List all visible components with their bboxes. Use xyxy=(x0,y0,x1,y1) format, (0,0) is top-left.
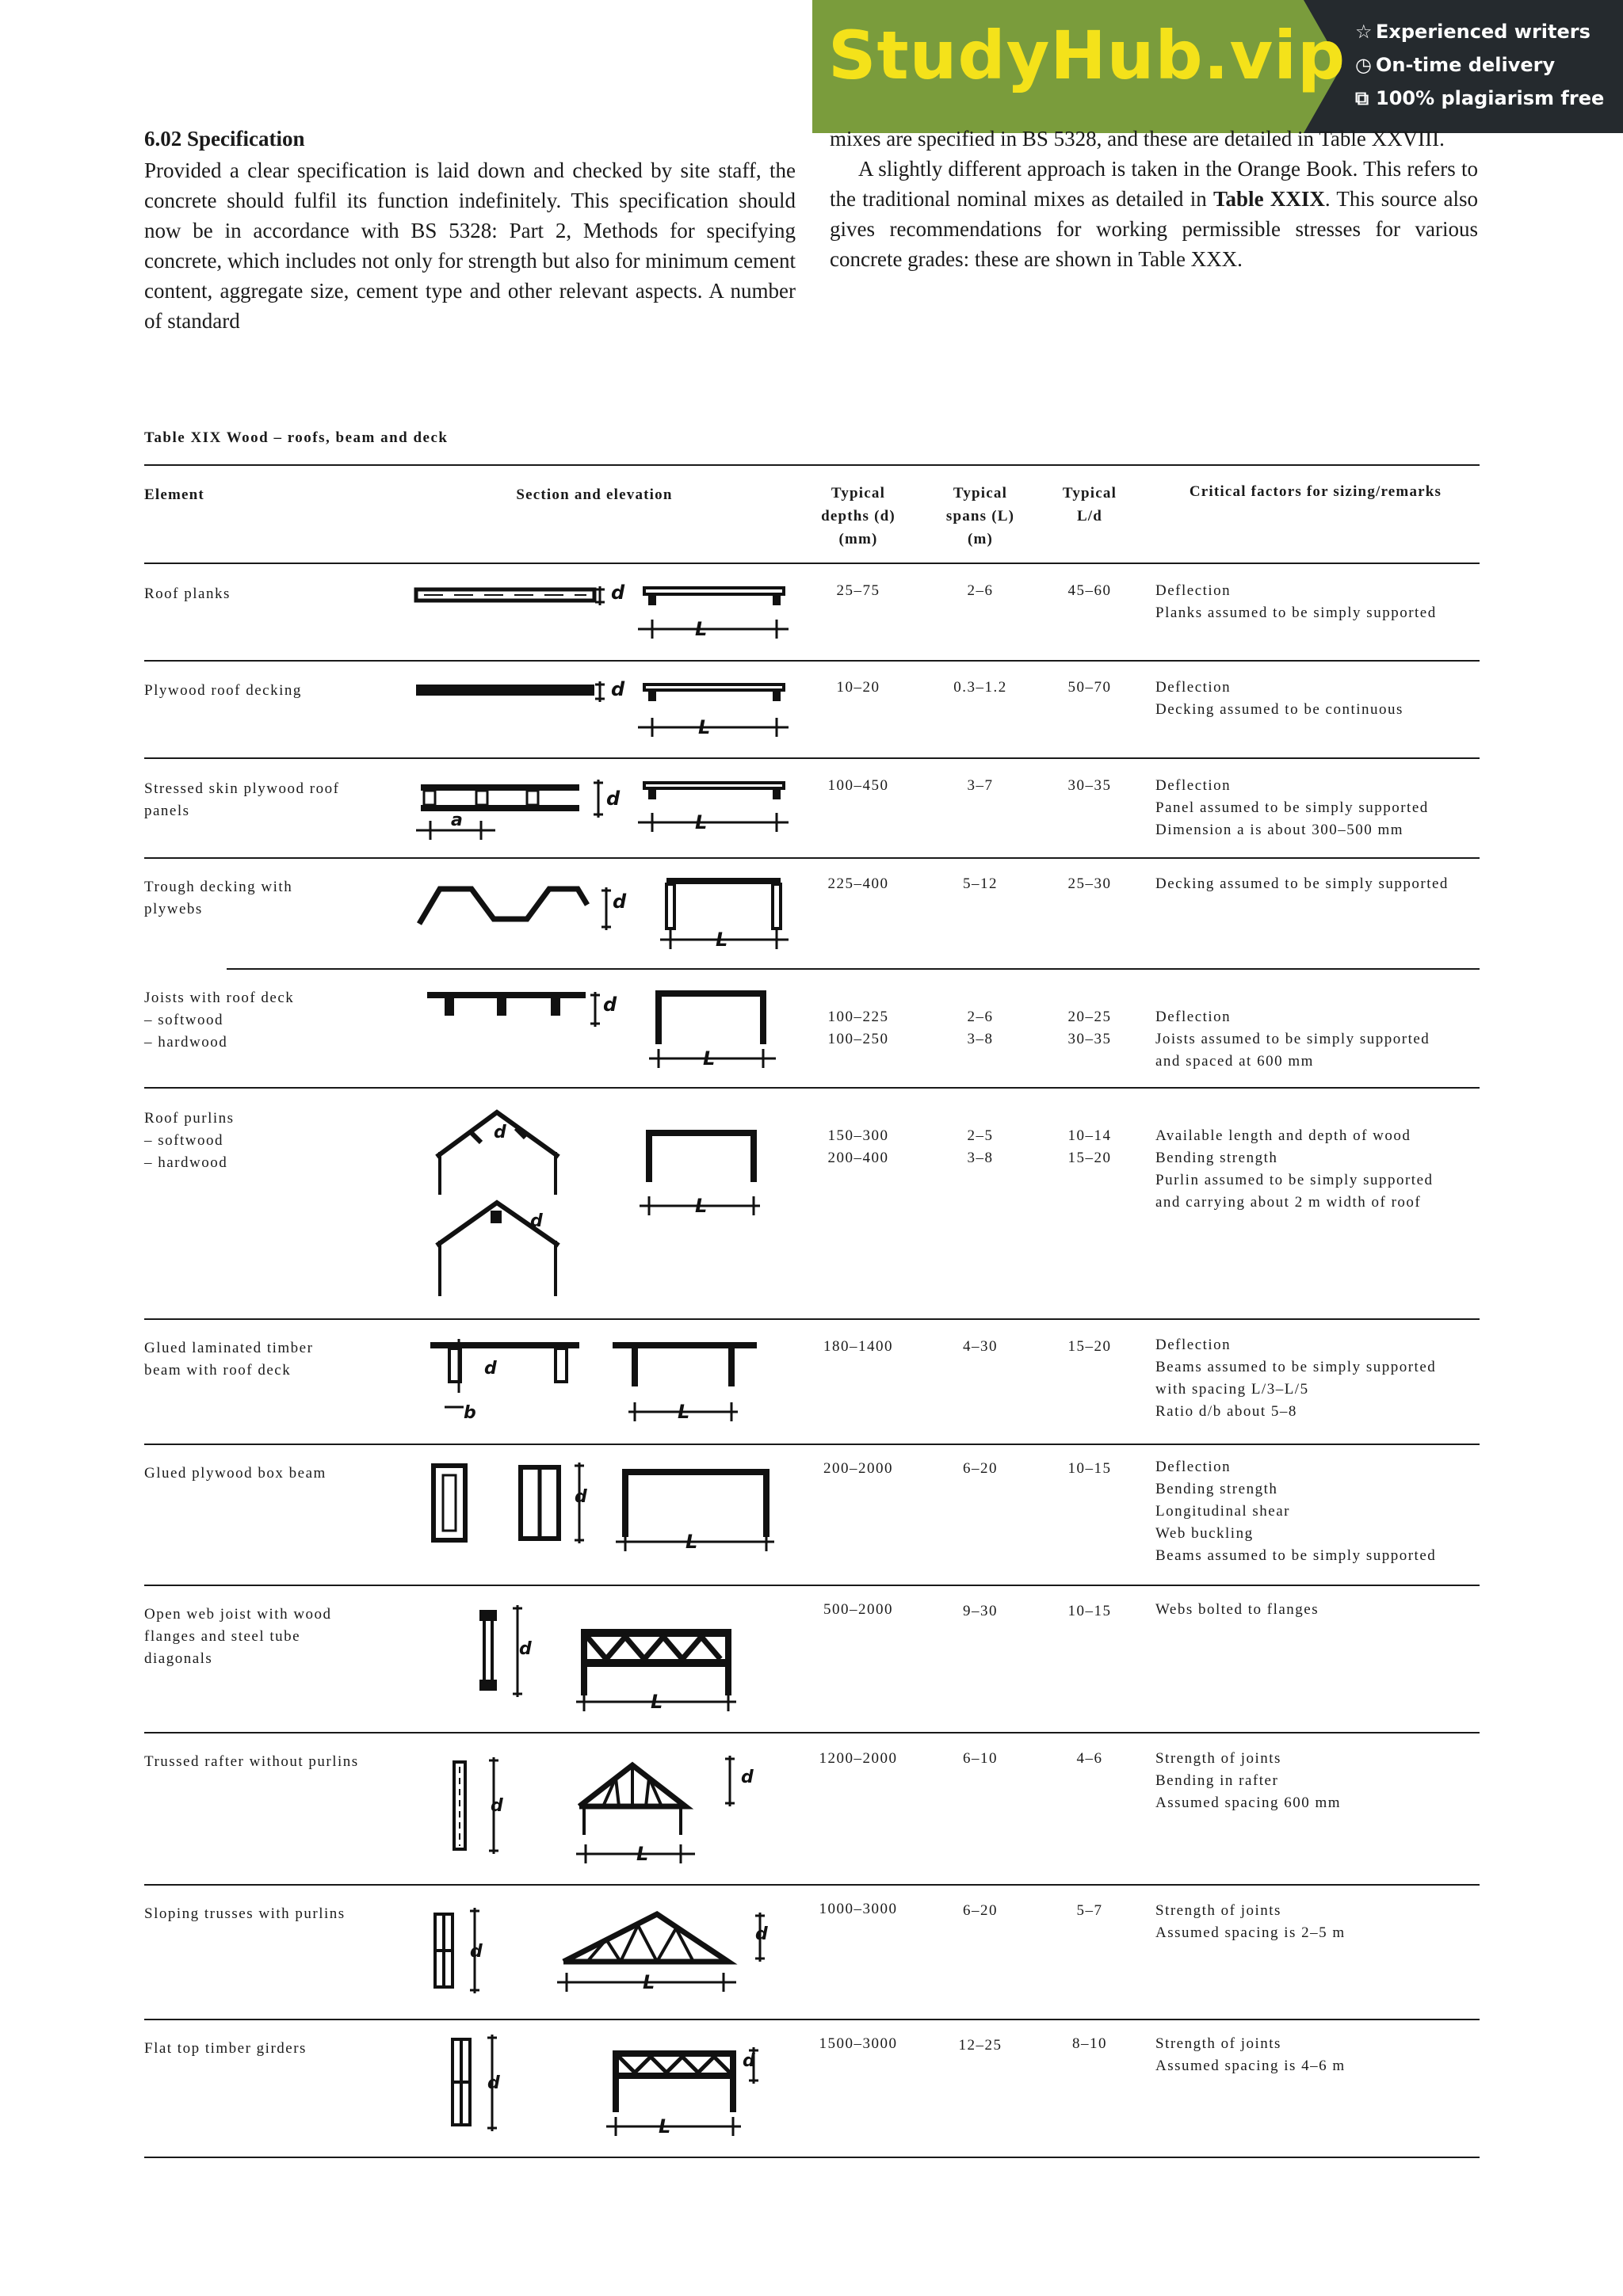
svg-text:d: d xyxy=(470,1942,483,1962)
row-5-ratio: 10–14 15–20 xyxy=(1067,1127,1112,1166)
row-2-rule xyxy=(144,857,1480,859)
svg-text:L: L xyxy=(643,1971,655,1993)
row-11-span: 12–25 xyxy=(958,2037,1002,2054)
row-10-remarks: Strength of joints Assumed spacing is 2–5 m xyxy=(1155,1902,1346,1941)
row-6-element: Glued laminated timber beam with roof deck xyxy=(144,1340,314,1379)
svg-text:L: L xyxy=(698,716,711,738)
row-3-span: 5–12 xyxy=(963,875,998,892)
row-7-rule xyxy=(144,1585,1480,1586)
row-11-element: Flat top timber girders xyxy=(144,2040,307,2057)
row-8-rule xyxy=(144,1732,1480,1733)
svg-text:L: L xyxy=(659,2115,671,2138)
brand-logo-text[interactable]: StudyHub.vip xyxy=(828,17,1346,94)
row-9-span: 6–10 xyxy=(963,1750,998,1767)
table-bottom-rule xyxy=(144,2157,1480,2158)
feature-on-time-delivery: ◷ On-time delivery xyxy=(1355,54,1556,76)
row-5-rule xyxy=(144,1318,1480,1320)
row-11-remarks: Strength of joints Assumed spacing is 4–6 m xyxy=(1155,2035,1346,2074)
row-0-ratio: 45–60 xyxy=(1067,582,1112,599)
row-3-depth: 225–400 xyxy=(827,875,889,892)
svg-text:d: d xyxy=(755,1924,768,1944)
row-6-depth: 180–1400 xyxy=(823,1338,893,1355)
row-6-diagram xyxy=(408,1331,820,1442)
row-2-ratio: 30–35 xyxy=(1067,777,1112,794)
row-1-element: Plywood roof decking xyxy=(144,682,302,699)
header-rule xyxy=(144,563,1480,564)
row-1-span: 0.3–1.2 xyxy=(953,679,1007,696)
header-section: Section and elevation xyxy=(516,486,673,503)
row-7-ratio: 10–15 xyxy=(1067,1460,1112,1477)
row-8-span: 9–30 xyxy=(963,1603,998,1619)
row-10-rule xyxy=(144,2019,1480,2020)
svg-text:L: L xyxy=(636,1843,649,1865)
header-ratio: Typical L/d xyxy=(1062,485,1117,524)
row-1-remarks: Deflection Decking assumed to be continuous xyxy=(1155,679,1403,718)
row-2-span: 3–7 xyxy=(967,777,994,794)
table-title: Table XIX Wood – roofs, beam and deck xyxy=(144,429,449,446)
row-8-remarks: Webs bolted to flanges xyxy=(1155,1601,1319,1618)
label-d: d xyxy=(611,582,625,604)
row-9-element: Trussed rafter without purlins xyxy=(144,1753,359,1770)
copy-document-icon: ⧉ xyxy=(1355,87,1369,109)
svg-text:b: b xyxy=(464,1403,476,1423)
row-11-ratio: 8–10 xyxy=(1072,2035,1107,2052)
left-paragraph: Provided a clear specification is laid down and checked by site staff, the concrete should fulfil its function indefinitely. This specification should now be in accordance with BS 5328: Part 2, Methods for specifying concrete, which includes not only for strength but also for minimum cement content, aggregate size, cement type and other relevant aspects. A number of standard xyxy=(144,158,796,333)
svg-text:d: d xyxy=(743,2051,755,2071)
row-10-element: Sloping trusses with purlins xyxy=(144,1905,346,1922)
row-5-span: 2–5 3–8 xyxy=(967,1127,994,1166)
row-1-rule xyxy=(144,757,1480,759)
svg-text:d: d xyxy=(487,2073,500,2093)
row-10-depth: 1000–3000 xyxy=(819,1901,898,1917)
row-2-diagram xyxy=(408,769,820,848)
row-0-span: 2–6 xyxy=(967,582,994,599)
row-1-diagram xyxy=(408,670,820,749)
row-3-rule xyxy=(227,968,1480,970)
header-span: Typical spans (L) (m) xyxy=(945,485,1015,547)
row-4-diagram xyxy=(408,979,820,1074)
row-8-ratio: 10–15 xyxy=(1067,1603,1112,1619)
right-paragraph-1: mixes are specified in BS 5328, and these are detailed in Table XXVIII. xyxy=(830,127,1445,151)
row-7-depth: 200–2000 xyxy=(823,1460,893,1477)
row-0-depth: 25–75 xyxy=(836,582,880,599)
svg-text:L: L xyxy=(703,1047,716,1070)
svg-text:L: L xyxy=(695,618,708,640)
svg-text:d: d xyxy=(519,1639,532,1659)
svg-text:d: d xyxy=(530,1211,543,1231)
row-6-remarks: Deflection Beams assumed to be simply supported with spacing L/3–L/5 Ratio d/b about 5–8 xyxy=(1155,1337,1437,1420)
svg-text:L: L xyxy=(678,1401,690,1423)
row-4-span: 2–6 3–8 xyxy=(967,1009,994,1047)
row-11-diagram xyxy=(408,2028,820,2147)
header-element: Element xyxy=(144,486,204,503)
row-1-ratio: 50–70 xyxy=(1067,679,1112,696)
row-10-diagram xyxy=(408,1895,820,2006)
row-5-diagram xyxy=(408,1101,820,1307)
row-7-remarks: Deflection Bending strength Longitudinal shear Web buckling Beams assumed to be simply supported xyxy=(1155,1459,1437,1564)
row-6-ratio: 15–20 xyxy=(1067,1338,1112,1355)
right-paragraph-2: A slightly different approach is taken in the Orange Book. This refers to the traditional nominal mixes as detailed in Table XXIX. This source also gives recommendations for working permissible stresses for various concrete grades: these are shown in Table XXX. xyxy=(830,157,1478,271)
row-9-ratio: 4–6 xyxy=(1076,1750,1103,1767)
row-4-element: Joists with roof deck – softwood – hardwood xyxy=(144,990,295,1051)
row-0-rule xyxy=(144,660,1480,662)
row-11-depth: 1500–3000 xyxy=(819,2035,898,2052)
row-4-ratio: 20–25 30–35 xyxy=(1067,1009,1112,1047)
svg-text:d: d xyxy=(611,678,625,700)
row-6-span: 4–30 xyxy=(963,1338,998,1355)
row-8-element: Open web joist with wood flanges and steel tube diagonals xyxy=(144,1606,332,1667)
row-5-remarks: Available length and depth of wood Bending strength Purlin assumed to be simply supported and carrying about 2 m width of roof xyxy=(1155,1127,1434,1211)
svg-text:d: d xyxy=(575,1487,587,1507)
row-9-remarks: Strength of joints Bending in rafter Assumed spacing 600 mm xyxy=(1155,1750,1342,1811)
row-0-element: Roof planks xyxy=(144,585,231,602)
svg-text:d: d xyxy=(491,1796,503,1816)
row-7-span: 6–20 xyxy=(963,1460,998,1477)
row-2-depth: 100–450 xyxy=(827,777,889,794)
row-9-depth: 1200–2000 xyxy=(819,1750,898,1767)
svg-text:L: L xyxy=(695,1195,708,1217)
row-3-ratio: 25–30 xyxy=(1067,875,1112,892)
row-10-span: 6–20 xyxy=(963,1902,998,1919)
svg-text:d: d xyxy=(484,1359,497,1379)
svg-text:d: d xyxy=(613,891,627,913)
right-paragraph xyxy=(830,124,1478,274)
svg-text:d: d xyxy=(606,788,621,810)
row-10-ratio: 5–7 xyxy=(1076,1902,1103,1919)
row-0-diagram xyxy=(408,572,820,651)
promo-banner[interactable] xyxy=(812,0,1623,133)
row-8-diagram xyxy=(408,1597,820,1724)
svg-text:d: d xyxy=(741,1768,754,1787)
header-depth: Typical depths (d) (mm) xyxy=(821,485,896,547)
svg-text:d: d xyxy=(494,1123,506,1142)
row-5-element: Roof purlins – softwood – hardwood xyxy=(144,1110,235,1171)
row-3-diagram xyxy=(408,867,820,954)
row-3-remarks: Decking assumed to be simply supported xyxy=(1155,875,1449,892)
svg-text:L: L xyxy=(695,811,708,833)
row-4-rule xyxy=(144,1087,1480,1089)
row-6-rule xyxy=(144,1444,1480,1445)
row-4-depth: 100–225 100–250 xyxy=(827,1009,889,1047)
row-9-diagram xyxy=(408,1743,820,1870)
row-3-element: Trough decking with plywebs xyxy=(144,879,293,917)
feature-experienced-writers: ☆ Experienced writers xyxy=(1355,21,1591,43)
row-1-depth: 10–20 xyxy=(836,679,880,696)
svg-text:a: a xyxy=(451,810,463,830)
row-8-depth: 500–2000 xyxy=(823,1601,893,1618)
section-heading: 6.02 Specification xyxy=(144,127,305,151)
table-top-rule xyxy=(144,464,1480,466)
row-7-element: Glued plywood box beam xyxy=(144,1465,327,1482)
svg-text:d: d xyxy=(603,994,617,1016)
row-9-rule xyxy=(144,1884,1480,1886)
feature-plagiarism-free: ⧉ 100% plagiarism free xyxy=(1355,87,1605,109)
clock-icon: ◷ xyxy=(1355,54,1372,76)
row-5-depth: 150–300 200–400 xyxy=(827,1127,889,1166)
row-2-element: Stressed skin plywood roof panels xyxy=(144,780,340,819)
row-2-remarks: Deflection Panel assumed to be simply supported Dimension a is about 300–500 mm xyxy=(1155,777,1429,838)
header-remarks: Critical factors for sizing/remarks xyxy=(1189,483,1442,500)
row-0-remarks: Deflection Planks assumed to be simply supported xyxy=(1155,582,1437,621)
row-4-remarks: Deflection Joists assumed to be simply supported and spaced at 600 mm xyxy=(1155,1009,1430,1070)
svg-text:L: L xyxy=(716,929,728,951)
star-outline-icon: ☆ xyxy=(1355,21,1373,43)
svg-text:L: L xyxy=(651,1691,663,1713)
row-7-diagram xyxy=(408,1455,820,1558)
svg-text:L: L xyxy=(685,1531,698,1553)
